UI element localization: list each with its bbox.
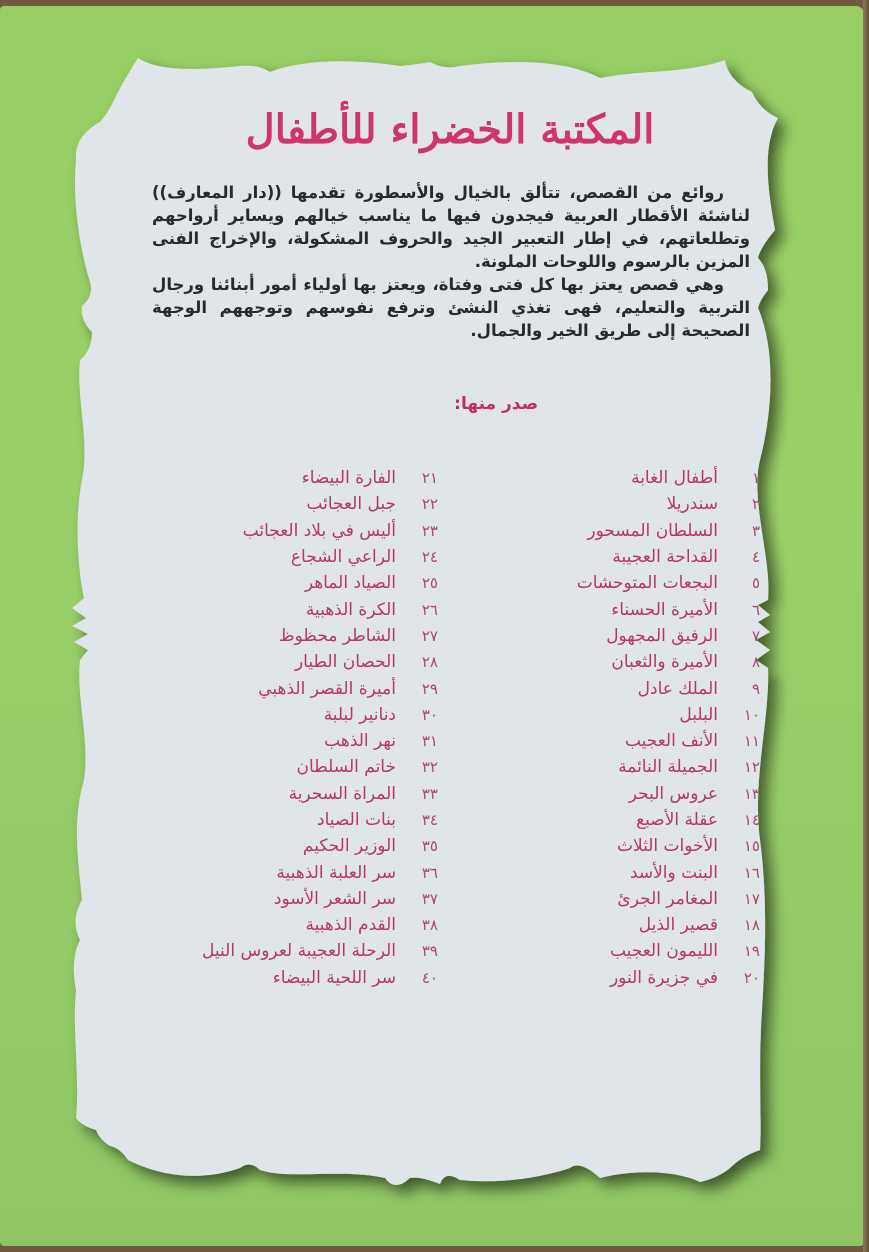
list-item: ٢٥ الصياد الماهر [304,573,438,594]
list-item: ٥ البجعات المتوحشات [576,573,760,594]
list-item: ٢ سندريلا [666,494,760,515]
list-item: ١٢ الجميلة النائمة [618,757,760,778]
list-item: ١٦ البنت والأسد [629,862,760,883]
list-item: ٣٤ بنات الصياد [317,810,438,830]
list-item: ٢٤ الراعي الشجاع [290,547,438,568]
titles-list [140,465,760,991]
list-item: ١٧ المغامر الجرئ [617,888,760,909]
list-item: ٢١ الفارة البيضاء [301,468,438,489]
list-item: ٣٨ القدم الذهبية [305,915,438,936]
list-item: ٢٩ أميرة القصر الذهبي [258,678,438,699]
list-item: ١٣ عروس البحر [628,783,760,804]
titles-column-1 [460,465,760,991]
list-item: ١ أطفال الغابة [631,468,760,489]
list-item: ٣٩ الرحلة العجيبة لعروس النيل [202,941,438,962]
list-item: ٨ الأميرة والثعبان [611,652,760,673]
list-item: ٢٣ أليس في بلاد العجائب [242,520,438,541]
list-item: ٣ السلطان المسحور [587,520,760,541]
list-item: ٣٠ دنانير لبلبة [323,704,438,725]
list-item: ٢٧ الشاطر محظوظ [278,625,438,646]
list-item: ٤ القداحة العجيبة [612,547,760,568]
cover-content [140,95,760,1095]
list-item: ٢٦ الكرة الذهبية [305,599,438,620]
list-item: ٣٦ سر العلبة الذهبية [276,862,438,883]
list-item: ٣١ نهر الذهب [324,731,438,752]
list-item: ١١ الأنف العجيب [624,731,760,752]
list-item: ١٩ الليمون العجيب [609,941,760,962]
list-item: ٤٠ سر اللحية البيضاء [272,967,438,988]
list-item: ١٨ قصير الذيل [638,915,760,936]
list-item: ١٤ عقلة الأصبع [636,810,760,830]
published-titles-header: صدر منها: [454,394,538,414]
list-item: ٩ الملك عادل [637,678,760,699]
list-item: ٣٥ الوزير الحكيم [302,836,438,857]
list-item: ١٥ الأخوات الثلاث [616,836,760,857]
list-item: ٢٠ في جزيرة النور [609,967,760,988]
intro-paragraph-2: وهي قصص يعتز بها كل فتى وفتاة، ويعتز بها أولياء أمور أبنائنا ورجال التربية والتعليم، فهى تغذي النشئ وترفع نفوسهم وتوجههم الوجهة الصحيحة إلى طريق الخير والجمال. [152,275,750,340]
list-item: ٣٣ المراة السحرية [288,783,438,804]
series-title: المكتبة الخضراء للأطفال [245,106,655,153]
list-item: ٢٢ جبل العجائب [306,494,438,515]
list-item: ٣٢ خاتم السلطان [296,757,438,778]
intro-text [140,181,760,342]
list-item: ٧ الرفيق المجهول [606,625,760,646]
intro-paragraph-1: روائع من القصص، تتألق بالخيال والأسطورة تقدمها ((دار المعارف)) لناشئة الأقطار العربية فيجدون فيها ما يناسب خيالهم ويساير أرواحهم وتطلعاتهم، في إطار التعبير الجيد والحروف المشكولة، والإخراج الفنى المزين بالرسوم واللوحات الملونة. [152,183,750,271]
list-item: ٣٧ سر الشعر الأسود [273,888,438,909]
titles-column-2 [168,465,438,991]
list-item: ١٠ البلبل [679,704,760,725]
list-item: ٦ الأميرة الحسناء [611,599,760,620]
list-item: ٢٨ الحصان الطيار [294,652,438,673]
